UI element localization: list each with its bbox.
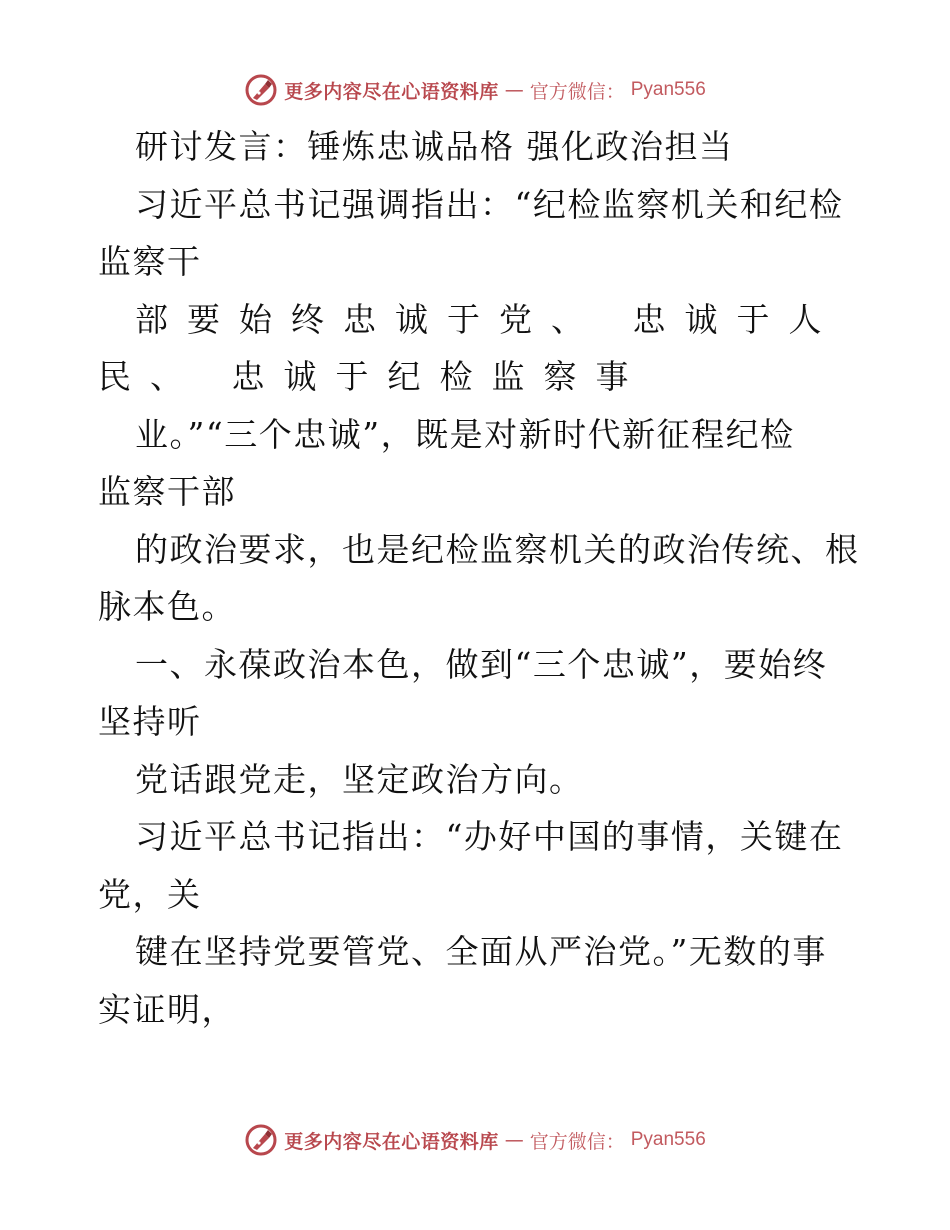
pen-nib-circle-icon [244,73,278,107]
header-separator: — [504,79,524,101]
footer-separator: — [504,1129,524,1151]
body-line: 坚持听 [98,702,202,741]
page-footer [0,1120,950,1160]
page-header [0,70,950,110]
section-heading: 一、永葆政治本色，做到“三个忠诚”，要始终 [135,644,828,684]
footer-site-text: 更多内容尽在心语资料库 [284,1130,499,1153]
header-wechat-id: Pyan556 [630,79,706,100]
body-line: 党话跟党走，坚定政治方向。 [135,759,584,799]
header-banner [244,73,706,107]
body-line: 民、 忠诚于纪检监察事 [98,357,648,396]
footer-wechat-id: Pyan556 [630,1129,706,1150]
body-line: 习近平总书记强调指出：“纪检监察机关和纪检 [135,184,844,224]
body-line: 的政治要求，也是纪检监察机关的政治传统、根 [135,529,860,569]
body-line: 业。”“三个忠诚”，既是对新时代新征程纪检 [135,414,795,454]
body-line: 党，关 [98,874,202,914]
header-wechat-label: 官方微信： [529,80,625,103]
body-line: 监察干部 [98,472,236,511]
pen-nib-circle-icon [244,1123,278,1157]
document-body [98,118,858,1038]
body-line: 习近平总书记指出：“办好中国的事情，关键在 [135,817,844,856]
body-line: 实证明， [98,989,236,1029]
footer-banner [244,1123,706,1157]
document-title: 研讨发言：锤炼忠诚品格 强化政治担当 [135,127,734,166]
header-site-text: 更多内容尽在心语资料库 [284,80,499,103]
body-line: 部要始终忠诚于党、 忠诚于人 [135,299,841,339]
body-line: 键在坚持党要管党、全面从严治党。”无数的事 [135,932,827,971]
body-line: 监察干 [98,242,202,281]
body-line: 脉本色。 [98,587,236,626]
footer-wechat-label: 官方微信： [529,1130,625,1153]
